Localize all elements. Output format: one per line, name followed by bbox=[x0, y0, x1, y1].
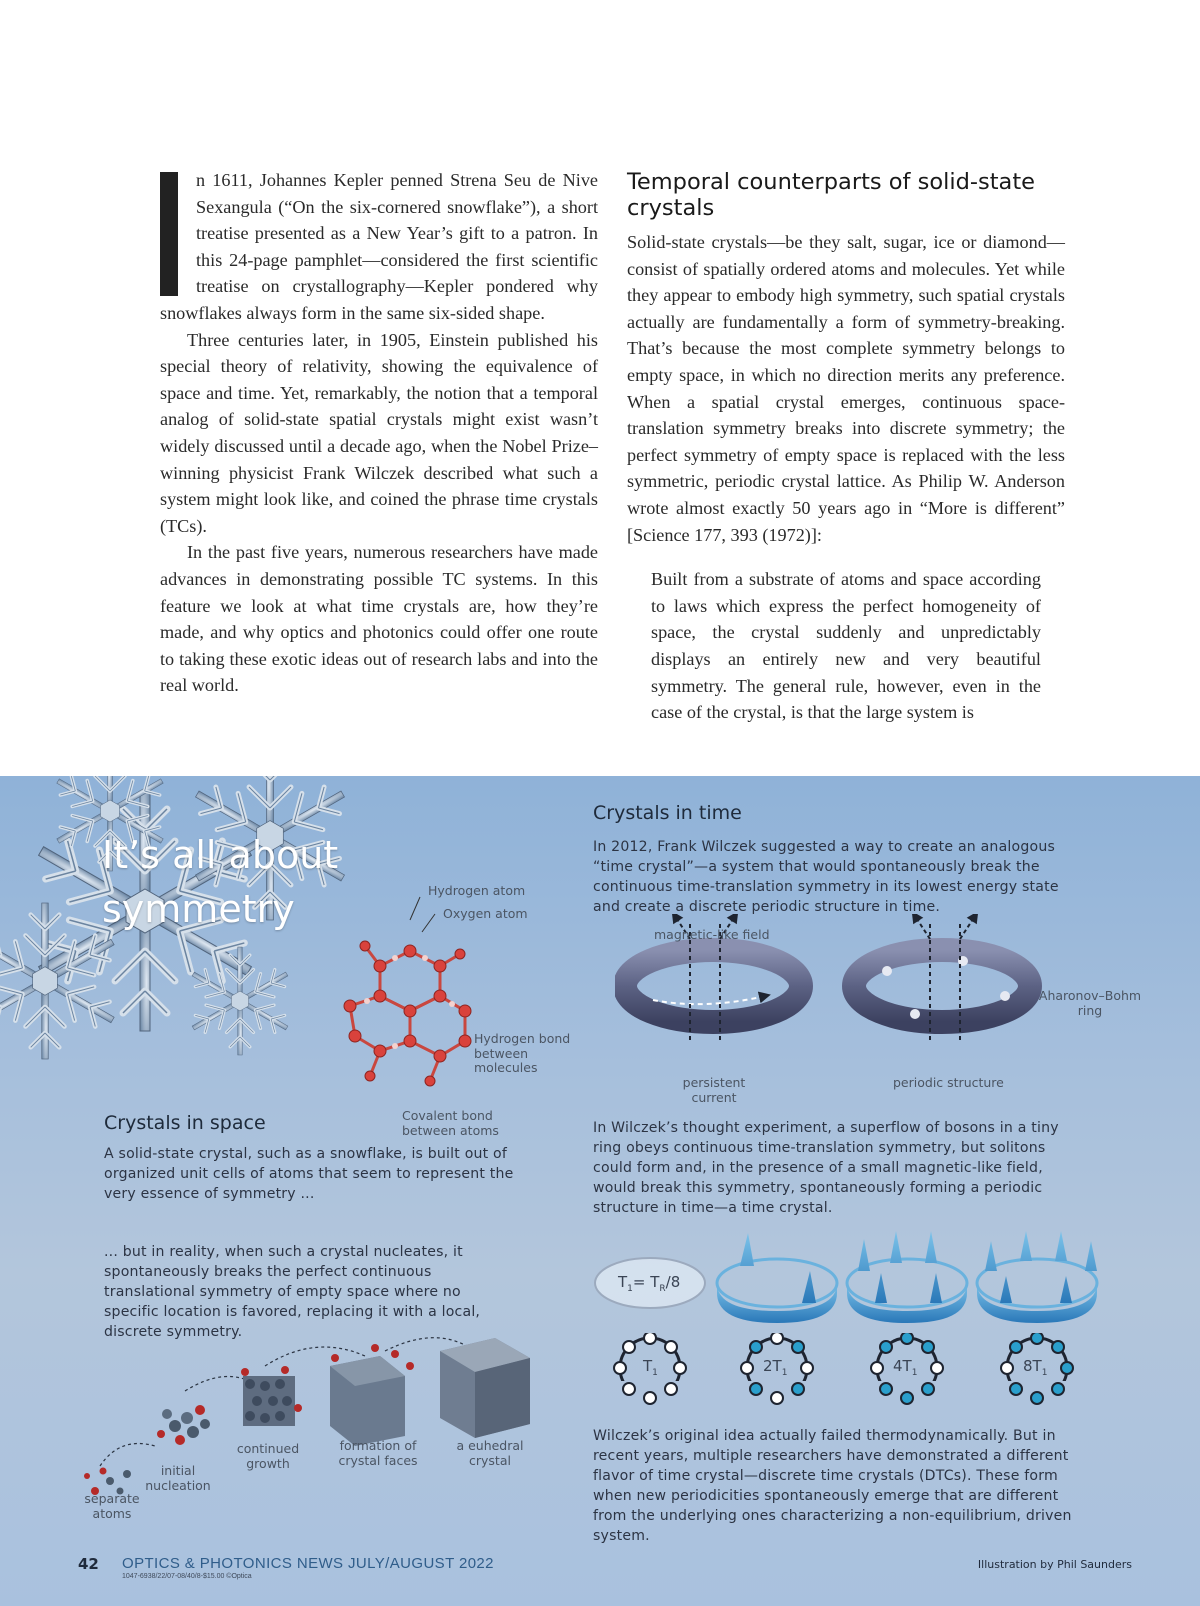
section-heading: Temporal counterparts of solid-state crystals bbox=[627, 169, 1035, 221]
stage-crystal-faces: formation of crystal faces bbox=[338, 1438, 418, 1468]
label-period-t1: $T_1$ bbox=[643, 1357, 658, 1378]
article-paragraph-2: Three centuries later, in 1905, Einstein published his special theory of relativity, showing the equivalence of space and time. Yet, remarkably, the notion that a temporal analog of solid-state spatial crystals might exist wasn’t widely discussed until a decade ago, when the Nobel Prize–winning physicist Frank Wilczek described what such a system might look like, and coined the phrase time crystals (TCs). bbox=[160, 329, 598, 536]
stage-euhedral-crystal: a euhedral crystal bbox=[456, 1438, 524, 1468]
infographic-title bbox=[102, 828, 338, 936]
article-right-column bbox=[627, 167, 1065, 726]
label-aharonov-bohm-ring: Aharonov–Bohm ring bbox=[1038, 988, 1142, 1018]
label-magnetic-field: magnetic-like field bbox=[654, 927, 770, 942]
illustration-credit: Illustration by Phil Saunders bbox=[977, 1558, 1132, 1571]
title-line-1: It’s all about bbox=[102, 833, 339, 877]
ring-many-peaks bbox=[977, 1231, 1097, 1323]
label-period-8t1: $8T_1$ bbox=[1023, 1357, 1048, 1378]
label-oxygen-atom: Oxygen atom bbox=[443, 906, 528, 921]
ring-two-peaks bbox=[717, 1233, 837, 1323]
crystal-faces-cluster bbox=[330, 1344, 414, 1446]
article-paragraph-4: Solid-state crystals—be they salt, sugar, ice or diamond—consist of spatially ordered atoms and molecules. Yet while they appear to embody high symmetry, such spatial crystals actually are fundamentally a form of symmetry-breaking. That’s because the most complete symmetry belongs to empty space, in which no direction merits any preference. When a spatial crystal emerges, continuous space-translation symmetry breaks into discrete symmetry; the perfect symmetry of empty space is replaced with the less symmetric, periodic crystal lattice. As Philip W. Anderson wrote almost exactly 50 years ago in “More is different” [Science 177, 393 (1972)]: bbox=[627, 232, 1065, 545]
stage-continued-growth: continued growth bbox=[236, 1441, 300, 1471]
page-number: 42 bbox=[78, 1555, 99, 1573]
crystals-in-space-text-1: A solid-state crystal, such as a snowflake, is built out of organized unit cells of atoms that seem to represent the very essence of symmetry ... bbox=[104, 1146, 514, 1202]
label-period-2t1: $2T_1$ bbox=[763, 1357, 788, 1378]
issn-code: 1047-6938/22/07-08/40/8-$15.00 ©Optica bbox=[122, 1573, 252, 1580]
article-paragraph-1: n 1611, Johannes Kepler penned Strena Seu de Nive Sexangula (“On the six-cornered snowflake”), a short treatise presented as a New Year’s gift to a patron. In this 24-page pamphlet—considered the first scientific treatise on crystallography—Kepler pondered why snowflakes always form in the same six-sided shape. bbox=[160, 170, 598, 323]
title-line-2: symmetry bbox=[102, 887, 295, 931]
initial-nucleation-cluster bbox=[157, 1405, 210, 1445]
article-paragraph-3: In the past five years, numerous researchers have made advances in demonstrating possible TC systems. In this feature we look at what time crystals are, how they’re made, and why optics and photonics could offer one route to taking these exotic ideas out of research labs and into the real world. bbox=[160, 542, 598, 696]
label-periodic-structure: periodic structure bbox=[893, 1075, 1004, 1090]
label-t1-equals-tr-over-8: $T_1= T_R/8$ bbox=[618, 1273, 681, 1294]
stage-separate-atoms: separate atoms bbox=[84, 1491, 140, 1521]
crystals-in-space-text-2: ... but in reality, when such a crystal nucleates, it spontaneously breaks the perfect continuous translational symmetry of empty space where no specific location is favored, replacing it with a local, discrete symmetry. bbox=[104, 1244, 481, 1340]
label-hydrogen-atom: Hydrogen atom bbox=[428, 883, 526, 898]
crystals-in-space-heading: Crystals in space bbox=[104, 1112, 266, 1134]
crystals-in-time-heading: Crystals in time bbox=[593, 802, 742, 824]
label-period-4t1: $4T_1$ bbox=[893, 1357, 918, 1378]
article-left-column bbox=[160, 167, 598, 699]
periodic-structure-ring bbox=[854, 916, 1030, 1044]
euhedral-crystal bbox=[440, 1338, 530, 1438]
stage-initial-nucleation: initial nucleation bbox=[145, 1463, 211, 1493]
crystals-in-time-text-2: In Wilczek’s thought experiment, a superflow of bosons in a tiny ring obeys continuous time-translation symmetry, but solitons could form and, in the presence of a small magnetic-like field, would break this symmetry, spontaneously forming a periodic structure in time—a time crystal. bbox=[593, 1120, 1059, 1216]
label-hydrogen-bond: Hydrogen bond between molecules bbox=[474, 1031, 571, 1075]
continued-growth-cluster bbox=[241, 1366, 302, 1426]
ring-four-peaks bbox=[847, 1231, 967, 1323]
crystals-in-time-text-1: In 2012, Frank Wilczek suggested a way to create an analogous “time crystal”—a system that would spontaneously break the continuous time-translation symmetry in its lowest energy state and create a discrete periodic structure in time. bbox=[593, 839, 1059, 915]
symmetry-infographic bbox=[0, 776, 1200, 1606]
drop-cap-letter-i bbox=[160, 172, 178, 296]
label-covalent-bond: Covalent bond between atoms bbox=[402, 1108, 499, 1138]
label-persistent-current: persistent current bbox=[682, 1075, 746, 1105]
crystals-in-time-text-3: Wilczek’s original idea actually failed thermodynamically. But in recent years, multiple researchers have demonstrated a different flavor of time crystal—discrete time crystals (DTCs). These form when new periodicities spontaneously emerge that are different from the underlying ones characterizing a non-equilibrium, driven system. bbox=[593, 1428, 1072, 1544]
anderson-quote: Built from a substrate of atoms and space according to laws which express the perfect homogeneity of space, the crystal suddenly and unpredictably displays an entirely new and very beautiful symmetry. The general rule, however, even in the case of the crystal, is that the large system is bbox=[651, 569, 1041, 723]
magazine-issue: OPTICS & PHOTONICS NEWS JULY/AUGUST 2022 bbox=[122, 1555, 494, 1572]
